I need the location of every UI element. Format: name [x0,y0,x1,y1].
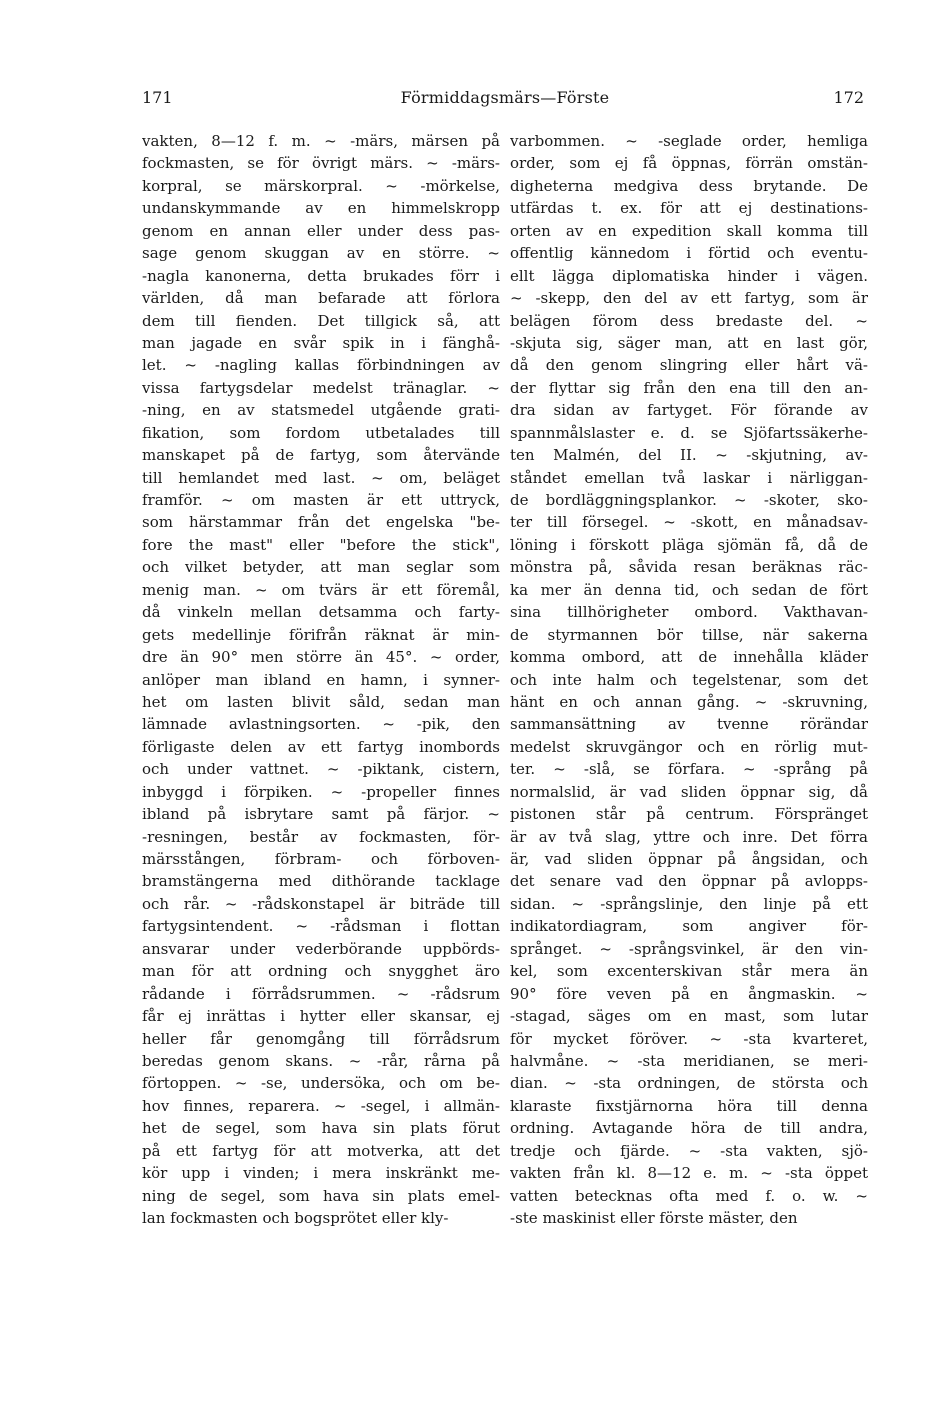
text-line: offentlig kännedom i förtid och eventu- [510,244,868,263]
text-line: löning i förskott pläga sjömän få, då de [510,535,868,554]
text-line: kör upp i vinden; i mera inskränkt me- [142,1164,500,1183]
text-line: det senare vad den öppnar på avlopps- [510,872,868,891]
text-line: ibland på isbrytare samt på färjor. ~ [142,805,500,824]
text-line: vakten från kl. 8—12 e. m. ~ -sta öppet [510,1164,868,1183]
text-line: indikatordiagram, som angiver för- [510,917,868,936]
text-line: på ett fartyg för att motverka, att det [142,1141,500,1160]
text-line: tredje och fjärde. ~ -sta vakten, sjö- [510,1141,868,1160]
text-line: beredas genom skans. ~ -rår, rårna på [142,1051,500,1070]
text-line: hov finnes, reparera. ~ -segel, i allmän- [142,1096,500,1115]
text-line: het om lasten blivit såld, sedan man [142,692,500,711]
text-line: som härstammar från det engelska "be- [142,513,500,532]
text-line: undanskymmande av en himmelskropp [142,199,500,218]
text-line: ning de segel, som hava sin plats emel- [142,1186,500,1205]
text-line: sage genom skuggan av en större. ~ [142,244,500,263]
text-line: inbyggd i förpiken. ~ -propeller finnes [142,782,500,801]
text-line: spannmålslaster e. d. se Sjöfartssäkerhe- [510,423,868,442]
text-line: för mycket föröver. ~ -sta kvarteret, [510,1029,868,1048]
text-line: korpral, se märskorpral. ~ -mörkelse, [142,176,500,195]
text-line: och vilket betyder, att man seglar som [142,558,500,577]
page-number-left: 171 [142,88,173,107]
text-line: -ste maskinist eller förste mäster, den [510,1209,798,1227]
text-line: vatten betecknas ofta med f. o. w. ~ [510,1186,868,1205]
text-line: sammansättning av tvenne rörändar [510,715,868,734]
text-line: pistonen står på centrum. Förspränget [510,805,868,824]
text-line: de styrmannen bör tillse, när sakerna [510,625,868,644]
text-line: förtoppen. ~ -se, undersöka, och om be- [142,1074,500,1093]
text-line: menig man. ~ om tvärs är ett föremål, [142,580,500,599]
text-line: dra sidan av fartyget. För förande av [510,401,868,420]
text-line: märsstången, förbram- och förboven- [142,850,500,868]
text-line: -nagla kanonerna, detta brukades förr i [142,266,500,285]
text-line: är, vad sliden öppnar på ångsidan, och [510,850,868,868]
text-line: man jagade en svår spik in i fänghå- [142,333,500,352]
text-line: dre än 90° men större än 45°. ~ order, [142,648,500,667]
page-header [140,88,870,118]
text-line: utfärdas t. ex. för att ej destinations- [510,199,868,218]
text-line: belägen förom dess bredaste del. ~ [510,311,868,330]
text-line: fikation, som fordom utbetalades till [142,423,500,442]
text-line: let. ~ -nagling kallas förbindningen av [142,356,500,375]
text-line: -ning, en av statsmedel utgående grati- [142,401,500,420]
text-line: ordning. Avtagande höra de till andra, [510,1119,868,1138]
text-line: man för att ordning och snygghet äro [142,962,500,981]
text-line: till hemlandet med last. ~ om, beläget [142,468,500,487]
text-line: vissa fartygsdelar medelst tränaglar. ~ [142,378,500,397]
text-line: medelst skruvgängor och en rörlig mut- [510,737,868,756]
text-line: sina tillhörigheter ombord. Vakthavan- [510,603,868,622]
text-line: heller får genomgång till förrådsrum [142,1029,500,1048]
text-line: klaraste fixstjärnorna höra till denna [510,1096,868,1115]
text-line: genom en annan eller under dess pas- [142,221,500,240]
running-title: Förmiddagsmärs—Förste [400,88,610,107]
text-line: ansvarar under vederbörande uppbörds- [142,939,500,958]
text-line: gets medellinje förifrån räknat är min- [142,625,500,644]
text-line: ka mer än denna tid, och sedan de fört [510,580,868,599]
text-line: lan fockmasten och bogsprötet eller kly- [142,1209,449,1227]
text-line: komma ombord, att de innehålla kläder [510,648,868,667]
text-line: der flyttar sig från den ena till den an- [510,378,868,397]
text-line: fartygsintendent. ~ -rådsman i flottan [142,917,500,936]
right-column [510,130,868,1229]
text-line: rådande i förrådsrummen. ~ -rådsrum [142,984,500,1003]
text-line: -resningen, består av fockmasten, för- [142,827,500,846]
text-line: ten Malmén, del II. ~ -skjutning, av- [510,446,868,465]
text-line: förligaste delen av ett fartyg inombords [142,737,500,756]
text-line: orten av en expedition skall komma till [510,221,868,240]
text-line: då vinkeln mellan detsamma och farty- [142,603,500,622]
text-line: ståndet emellan två laskar i närliggan- [510,468,868,487]
text-line: språnget. ~ -språngsvinkel, är den vin- [510,939,868,958]
text-line: de bordläggningsplankor. ~ -skoter, sko- [510,491,868,509]
text-line: het de segel, som hava sin plats förut [142,1119,500,1138]
text-line: 90° före veven på en ångmaskin. ~ [510,984,868,1003]
text-line: -stagad, säges om en mast, som lutar [510,1007,868,1026]
text-line: lämnade avlastningsorten. ~ -pik, den [142,715,500,734]
text-line: dian. ~ -sta ordningen, de största och [510,1074,868,1093]
text-line: ter. ~ -slå, se förfara. ~ -språng på [510,760,868,779]
text-line: ter till försegel. ~ -skott, en månadsav- [510,513,868,532]
text-line: ~ -skepp, den del av ett fartyg, som är [510,289,868,308]
text-line: och inte halm och tegelstenar, som det [510,670,868,689]
text-line: och rår. ~ -rådskonstapel är biträde till [142,894,500,913]
text-line: mönstra på, såvida resan beräknas räc- [510,558,868,577]
text-line: bramstängerna med dithörande tacklage [142,872,500,891]
text-line: anlöper man ibland en hamn, i synner- [142,670,500,689]
text-line: ellt lägga diplomatiska hinder i vägen. [510,266,868,285]
text-line: normalslid, är vad sliden öppnar sig, då [510,782,868,801]
text-line: fockmasten, se för övrigt märs. ~ -märs- [142,154,500,173]
text-line: hänt en och annan gång. ~ -skruvning, [510,692,868,711]
text-line: kel, som excenterskivan står mera än [510,962,868,981]
text-line: digheterna medgiva dess brytande. De [510,176,868,195]
text-line: vakten, 8—12 f. m. ~ -märs, märsen på [142,132,500,150]
text-line: halvmåne. ~ -sta meridianen, se meri- [510,1051,868,1070]
text-line: manskapet på de fartyg, som återvände [142,446,500,465]
text-line: fore the mast" eller "before the stick", [142,535,500,554]
text-line: order, som ej få öppnas, förrän omstän- [510,154,868,173]
text-line: och under vattnet. ~ -piktank, cistern, [142,760,500,779]
text-line: framför. ~ om masten är ett uttryck, [142,491,500,509]
text-line: världen, då man befarade att förlora [142,289,500,308]
left-column [142,130,500,1229]
text-line: -skjuta sig, säger man, att en last gör, [510,333,868,352]
page-number-right: 172 [833,88,864,107]
text-line: dem till fienden. Det tillgick så, att [142,311,500,330]
text-line: varbommen. ~ -seglade order, hemliga [510,132,868,150]
text-line: sidan. ~ -språngslinje, den linje på ett [510,894,868,913]
text-line: är av två slag, yttre och inre. Det förra [510,827,868,846]
text-line: får ej inrättas i hytter eller skansar, ej [142,1007,500,1026]
text-line: då den genom slingring eller hårt vä- [510,356,868,375]
